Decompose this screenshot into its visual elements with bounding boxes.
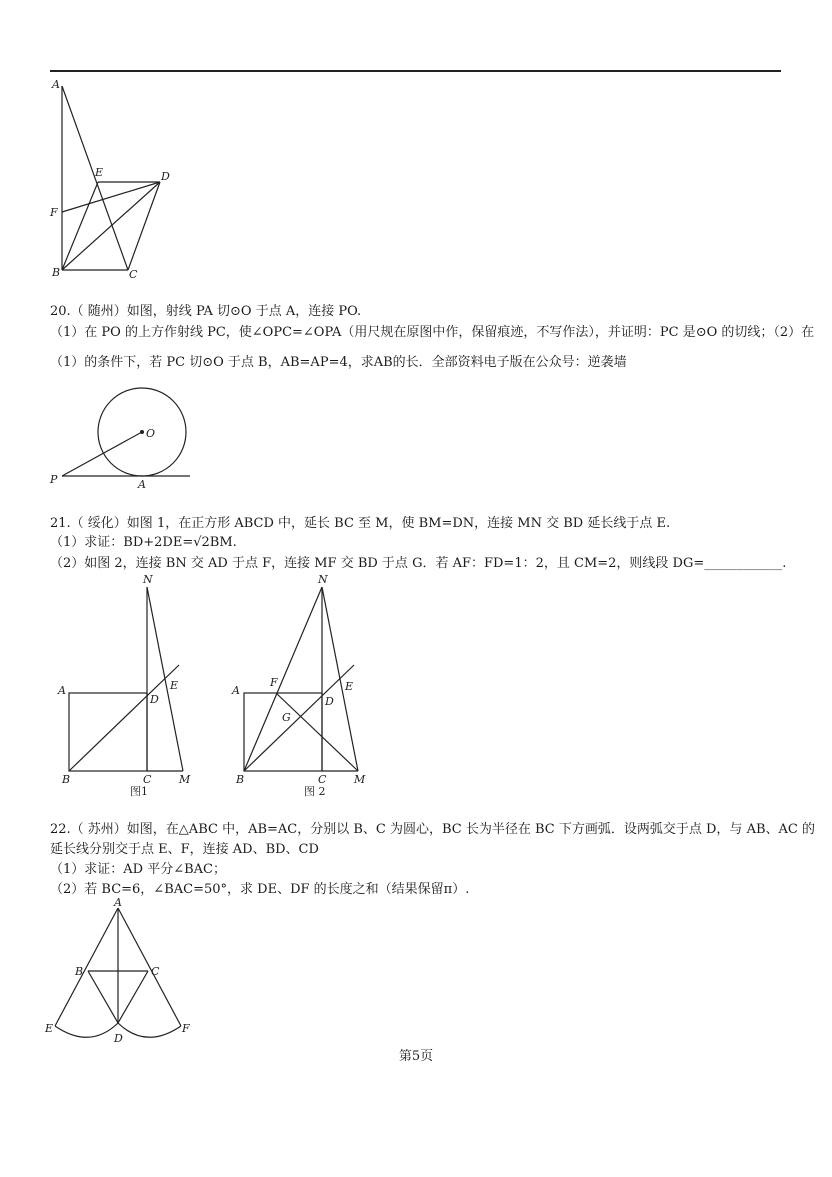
q19-label-b: B [52,266,61,279]
q21-stem: 21.（ 绥化）如图 1，在正方形 ABCD 中，延长 BC 至 M，使 BM=DN，连接 MN 交 BD 延长线于点 E. [50,516,671,531]
q21-f1-label-c: C [143,773,152,786]
q19-label-a: A [52,78,60,91]
q20-figure [40,376,210,491]
q19-figure [40,72,190,282]
q21-f2-label-f: F [270,676,278,689]
q22-label-e: E [45,1022,54,1035]
q21-f2-label-g: G [282,711,291,724]
q22-label-b: B [75,965,84,978]
q20-part1: （1）在 PO 的上方作射线 PC，使∠OPC=∠OPA（用尺规在原图中作，保留痕迹，不写作法），并证明：PC 是⊙O 的切线；（2）在 [50,325,815,340]
q19-label-f: F [50,206,58,219]
q21-f1-label-n: N [143,573,153,586]
q22-stem: 22.（ 苏州）如图，在△ABC 中，AB=AC，分别以 B、C 为圆心，BC 长为半径在 BC 下方画弧．设两弧交于点 D，与 AB、AC 的 [50,822,815,837]
q22-part2: （2）若 BC=6，∠BAC=50°，求 DE、DF 的长度之和（结果保留π）. [50,882,470,897]
q22-figure [40,896,200,1048]
q22-label-c: C [151,965,160,978]
q19-label-c: C [129,268,138,281]
q21-f2-label-c: C [318,773,327,786]
q21-f2-label-e: E [345,680,354,693]
q20-label-o: O [146,427,156,440]
q19-label-d: D [161,170,170,183]
q20-stem: 20.（ 随州）如图，射线 PA 切⊙O 于点 A，连接 PO. [50,304,362,319]
q19-label-e: E [95,166,104,179]
q20-part2: （1）的条件下，若 PC 切⊙O 于点 B，AB=AP=4，求AB的长．全部资料电子版在公众号：逆袭墙 [50,355,627,370]
q21-part2: （2）如图 2，连接 BN 交 AD 于点 F，连接 MF 交 BD 于点 G．若 AF：FD=1：2，且 CM=2，则线段 DG=____________. [50,556,787,571]
q20-label-p: P [50,473,58,486]
q20-label-a: A [138,478,146,491]
q21-f2-label-d: D [325,695,334,708]
q21-figure-2 [228,573,378,803]
q21-f2-label-m: M [354,773,366,786]
q22-label-d: D [114,1032,123,1045]
q21-f1-label-b: B [62,773,71,786]
q21-f2-caption: 图 2 [304,785,326,798]
q21-f2-label-a: A [232,684,240,697]
q21-f1-label-e: E [170,679,179,692]
page-number: 第5页 [398,1049,434,1064]
q22-part1: （1）求证：AD 平分∠BAC； [50,862,226,877]
q21-f1-label-a: A [58,684,66,697]
q21-figure-1 [55,573,205,803]
q21-part1: （1）求证：BD+2DE=√2BM. [50,535,237,550]
q22-label-a: A [114,896,122,909]
q21-f2-label-b: B [236,773,245,786]
q21-f1-caption: 图1 [130,785,148,798]
q21-f1-label-d: D [150,693,159,706]
q22-label-f: F [182,1022,190,1035]
q22-stem-cont: 延长线分别交于点 E、F，连接 AD、BD、CD [50,842,319,857]
q21-f1-label-m: M [179,773,191,786]
q21-f2-label-n: N [318,573,328,586]
